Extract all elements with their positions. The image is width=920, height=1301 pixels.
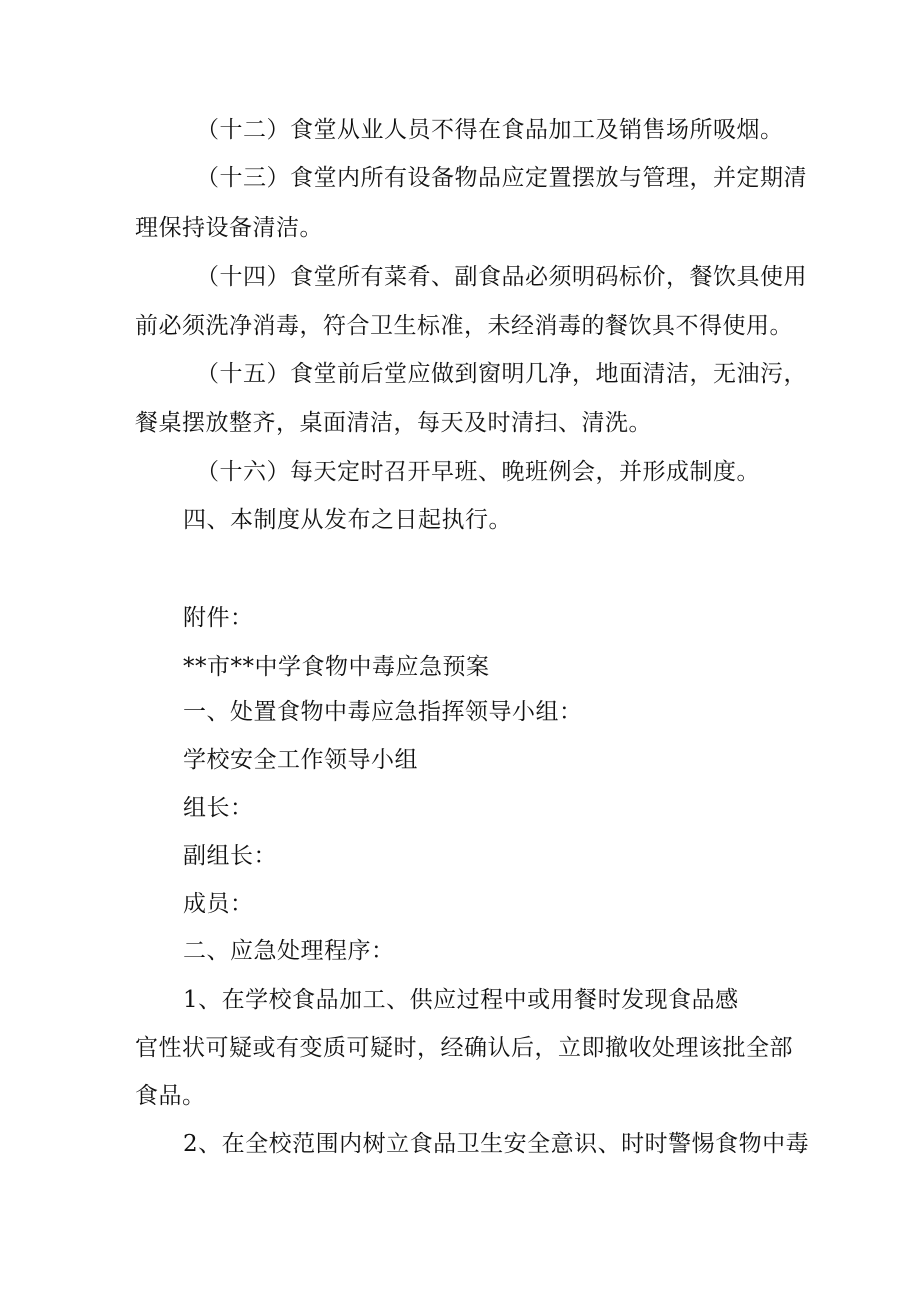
rule-12: （十二）食堂从业人员不得在食品加工及销售场所吸烟。: [196, 117, 784, 143]
section-2-heading: 二、应急处理程序：: [183, 938, 395, 964]
rule-14-line-2: 前必须洗净消毒，符合卫生标准，未经消毒的餐饮具不得使用。: [135, 313, 793, 339]
step-1-line-2: 官性状可疑或有变质可疑时，经确认后，立即撤收处理该批全部: [135, 1035, 793, 1061]
appendix-title: **市**中学食物中毒应急预案: [183, 654, 490, 680]
deputy-leader-label: 副组长：: [183, 843, 277, 869]
rule-13-line-1: （十三）食堂内所有设备物品应定置摆放与管理，并定期清: [196, 165, 807, 191]
section-1-heading: 一、处置食物中毒应急指挥领导小组：: [183, 699, 583, 725]
rule-16: （十六）每天定时召开早班、晚班例会，并形成制度。: [196, 459, 760, 485]
rule-15-line-1: （十五）食堂前后堂应做到窗明几净，地面清洁，无油污，: [196, 361, 807, 387]
rule-14-line-1: （十四）食堂所有菜肴、副食品必须明码标价，餐饮具使用: [196, 264, 807, 290]
step-2-line-1: 2、在全校范围内树立食品卫生安全意识、时时警惕食物中毒: [183, 1131, 810, 1157]
rule-15-line-2: 餐桌摆放整齐，桌面清洁，每天及时清扫、清洗。: [135, 410, 652, 436]
group-name: 学校安全工作领导小组: [183, 747, 418, 773]
leader-label: 组长：: [183, 795, 254, 821]
members-label: 成员：: [183, 891, 254, 917]
appendix-label: 附件：: [183, 605, 254, 631]
step-1-line-3: 食品。: [135, 1083, 206, 1109]
section-4: 四、本制度从发布之日起执行。: [183, 507, 512, 533]
step-1-line-1: 1、在学校食品加工、供应过程中或用餐时发现食品感: [183, 987, 739, 1013]
rule-13-line-2: 理保持设备清洁。: [135, 215, 323, 241]
